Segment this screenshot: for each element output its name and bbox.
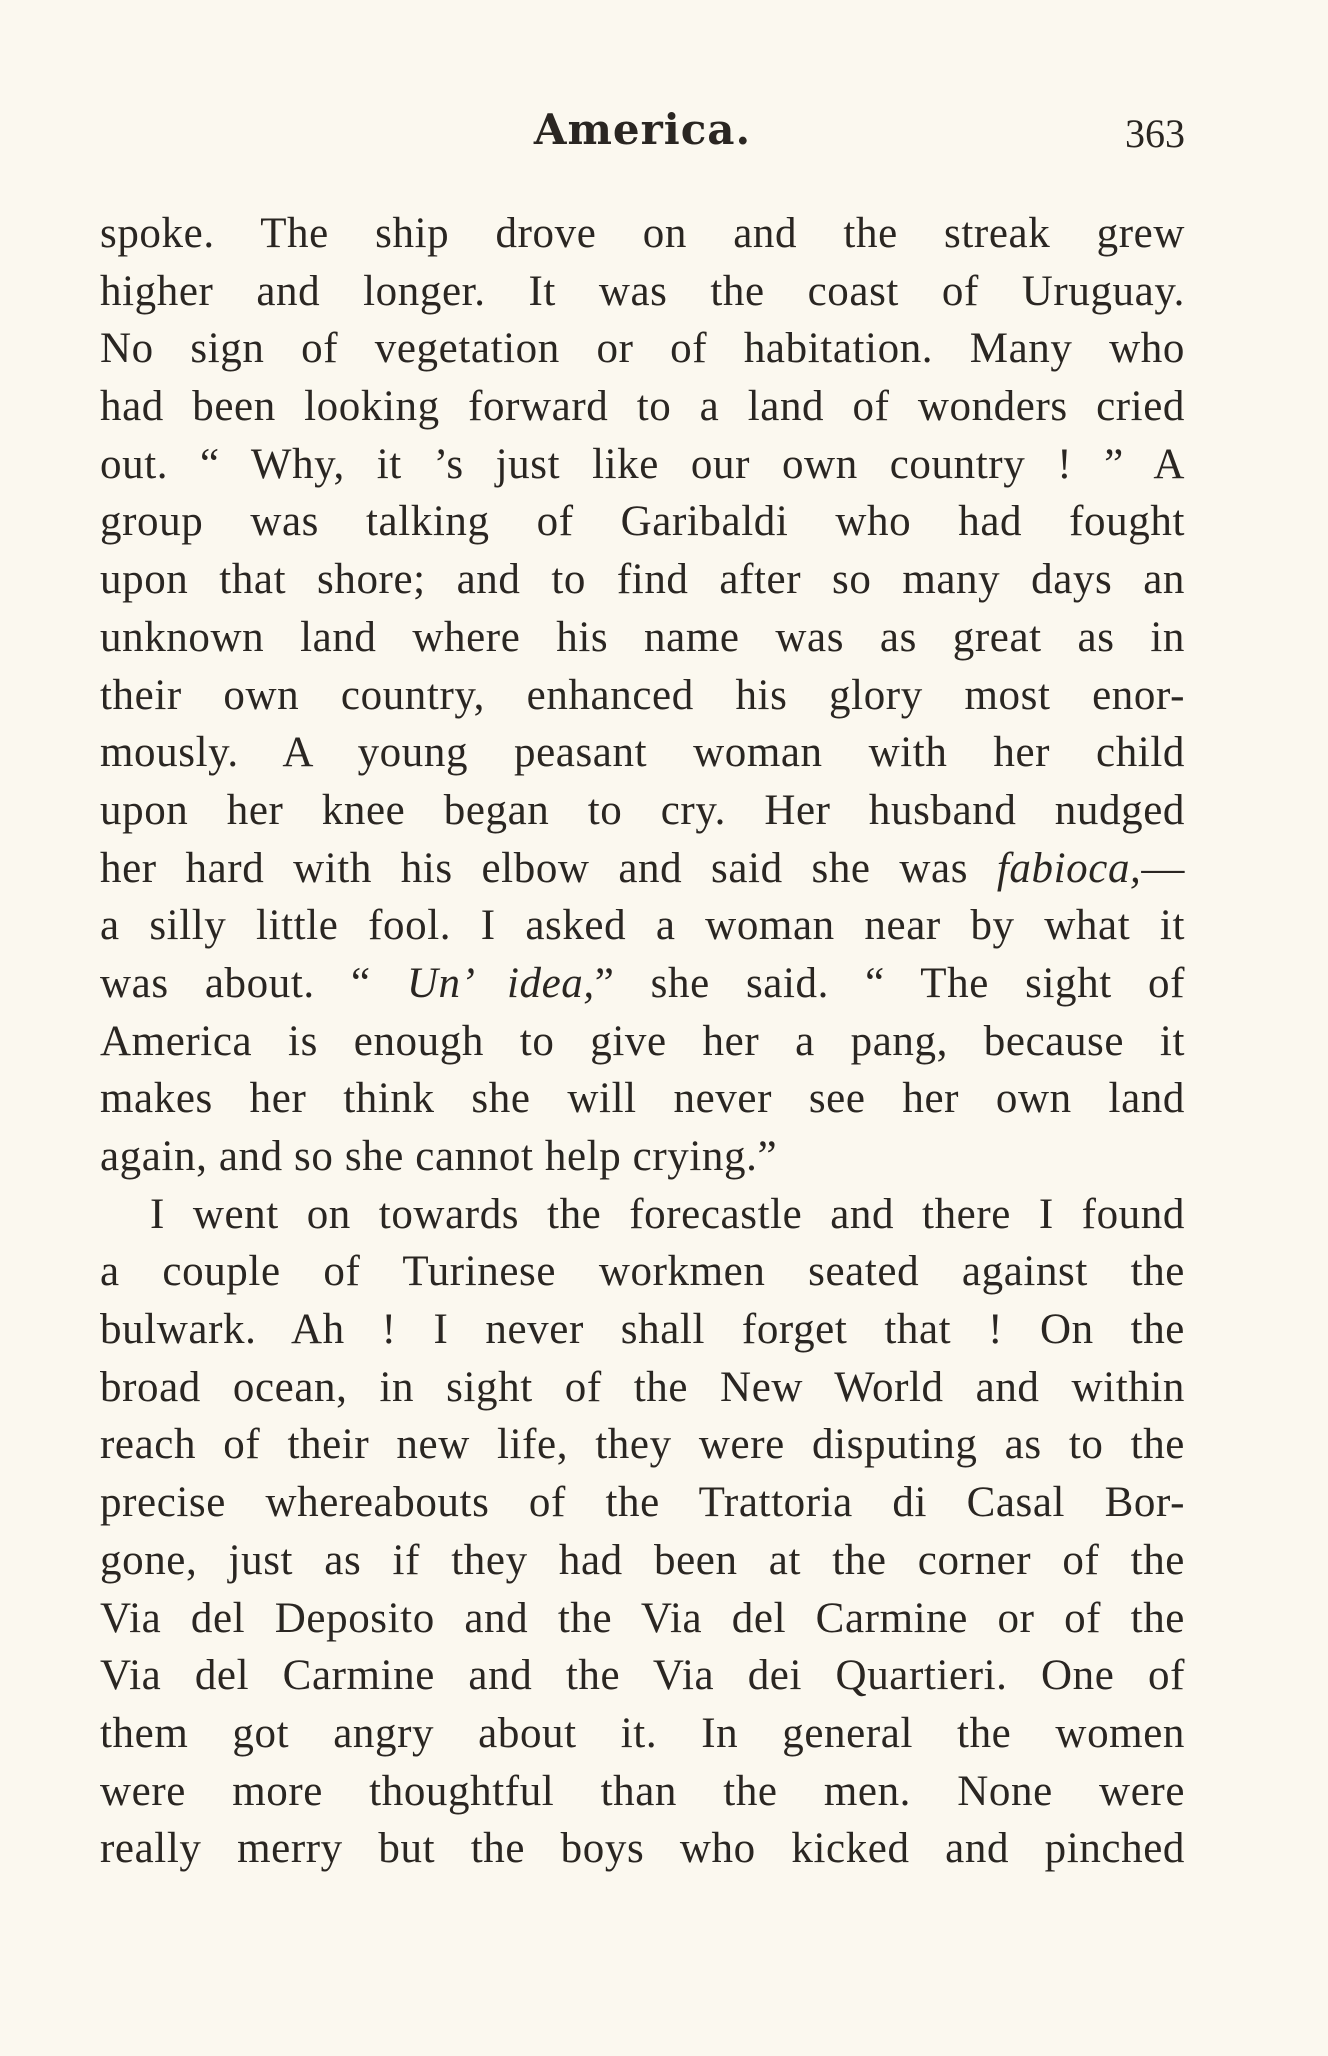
paragraph-1: [100, 205, 1185, 1186]
text-line: mously. A young peasant woman with her child: [100, 729, 1185, 777]
text-line: their own country, enhanced his glory most enor-: [100, 671, 1185, 719]
text-line: upon that shore; and to find after so many days an: [100, 556, 1185, 604]
italic-word: fabioca,: [996, 844, 1142, 892]
body-text: [100, 205, 1185, 1878]
paragraph-2: [100, 1186, 1185, 1878]
text-line: really merry but the boys who kicked and pinched: [100, 1825, 1185, 1873]
text-line: were more thoughtful than the men. None were: [100, 1767, 1185, 1815]
text-line: spoke. The ship drove on and the streak grew: [100, 210, 1185, 257]
text-line: higher and longer. It was the coast of Uruguay.: [100, 267, 1185, 315]
text-line: broad ocean, in sight of the New World and within: [100, 1363, 1185, 1411]
text-line: gone, just as if they had been at the corner of the: [100, 1536, 1185, 1584]
text-line: I went on towards the forecastle and there I found: [150, 1190, 1185, 1238]
text-line: a silly little fool. I asked a woman near by what it: [100, 902, 1185, 950]
running-head: America.: [533, 105, 752, 154]
text-line: bulwark. Ah ! I never shall forget that ! On the: [100, 1306, 1185, 1354]
text-segment: was about. “: [100, 959, 407, 1007]
text-line: again, and so she cannot help crying.”: [100, 1133, 778, 1180]
text-line: [100, 840, 1185, 898]
text-line: precise whereabouts of the Trattoria di Casal Bor-: [100, 1479, 1185, 1527]
page-number: 363: [1125, 111, 1185, 156]
text-line: makes her think she will never see her own land: [100, 1075, 1185, 1123]
text-line: out. “ Why, it ’s just like our own country ! ” A: [100, 440, 1185, 488]
text-line: Via del Deposito and the Via del Carmine or of the: [100, 1594, 1185, 1642]
text-line: upon her knee began to cry. Her husband nudged: [100, 786, 1185, 834]
text-line: a couple of Turinese workmen seated against the: [100, 1248, 1185, 1296]
text-line: unknown land where his name was as great as in: [100, 613, 1185, 661]
text-segment: —: [1141, 844, 1185, 892]
text-line: group was talking of Garibaldi who had fought: [100, 498, 1185, 546]
text-line: reach of their new life, they were disputing as to the: [100, 1421, 1185, 1469]
italic-phrase: Un’ idea,: [406, 959, 595, 1007]
text-line: [100, 955, 1185, 1013]
text-line: had been looking forward to a land of wonders cried: [100, 383, 1185, 431]
text-segment: her hard with his elbow and said she was: [100, 844, 997, 892]
text-line: them got angry about it. In general the women: [100, 1709, 1185, 1757]
page-header: [100, 100, 1185, 160]
text-segment: ” she said. “ The sight of: [594, 959, 1185, 1007]
text-line: Via del Carmine and the Via dei Quartieri. One of: [100, 1652, 1185, 1700]
text-line: America is enough to give her a pang, because it: [100, 1017, 1185, 1065]
text-line: No sign of vegetation or of habitation. Many who: [100, 325, 1185, 373]
